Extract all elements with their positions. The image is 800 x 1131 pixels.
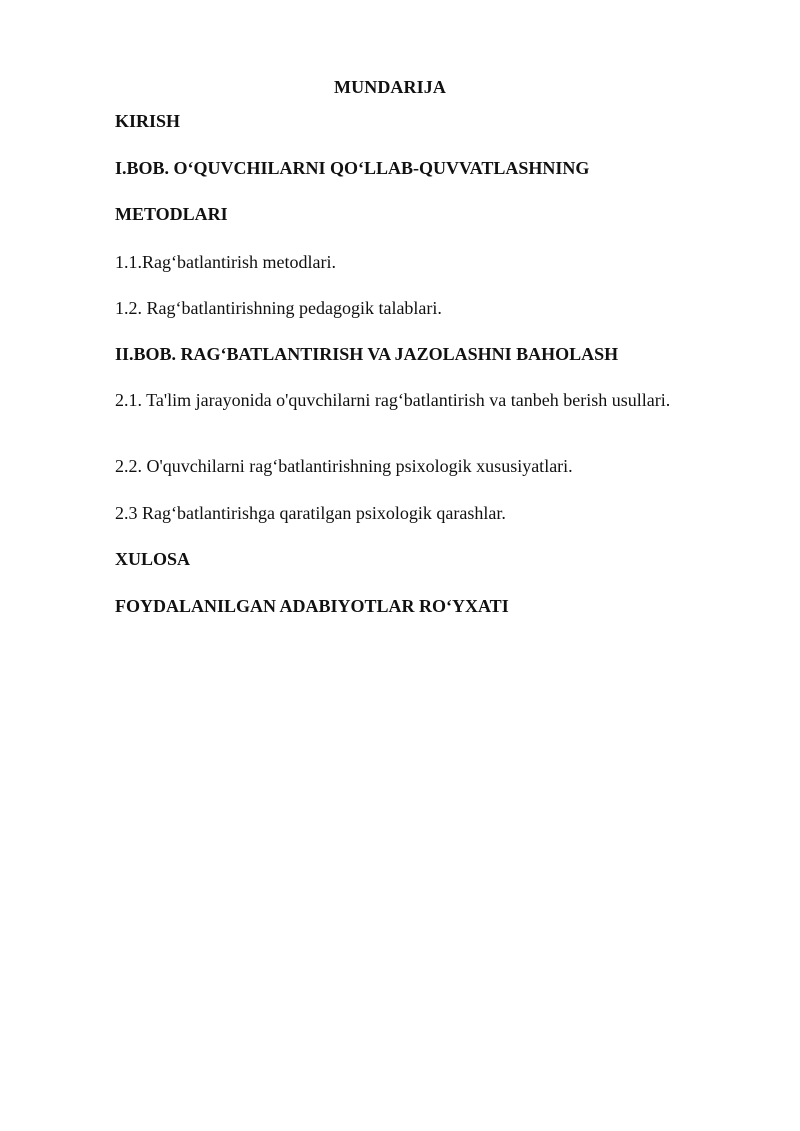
toc-entry-references: FOYDALANILGAN ADABIYOTLAR RO‘YXATI xyxy=(115,596,509,616)
toc-entry-chapter-2-title: II.BOB. RAG‘BATLANTIRISH VA JAZOLASHNI BAHOLASH xyxy=(115,344,619,364)
toc-entry-section-2-1: 2.1. Ta'lim jarayonida o'quvchilarni rag‘batlantirish va tanbeh berish usullari. xyxy=(115,390,671,410)
toc-entry-chapter-1-title-continued: METODLARI xyxy=(115,204,228,224)
toc-entry-section-1-1: 1.1.Rag‘batlantirish metodlari. xyxy=(115,252,336,272)
toc-entry-section-1-2: 1.2. Rag‘batlantirishning pedagogik talablari. xyxy=(115,298,442,318)
toc-entry-section-2-3: 2.3 Rag‘batlantirishga qaratilgan psixologik qarashlar. xyxy=(115,503,506,523)
toc-entry-conclusion: XULOSA xyxy=(115,549,191,569)
toc-entry-section-2-2: 2.2. O'quvchilarni rag‘batlantirishning psixologik xususiyatlari. xyxy=(115,456,573,476)
toc-entry-chapter-1-title: I.BOB. O‘QUVCHILARNI QO‘LLAB-QUVVATLASHNING xyxy=(115,158,590,178)
page-title: MUNDARIJA xyxy=(334,77,446,97)
toc-entry-introduction: KIRISH xyxy=(115,111,181,131)
